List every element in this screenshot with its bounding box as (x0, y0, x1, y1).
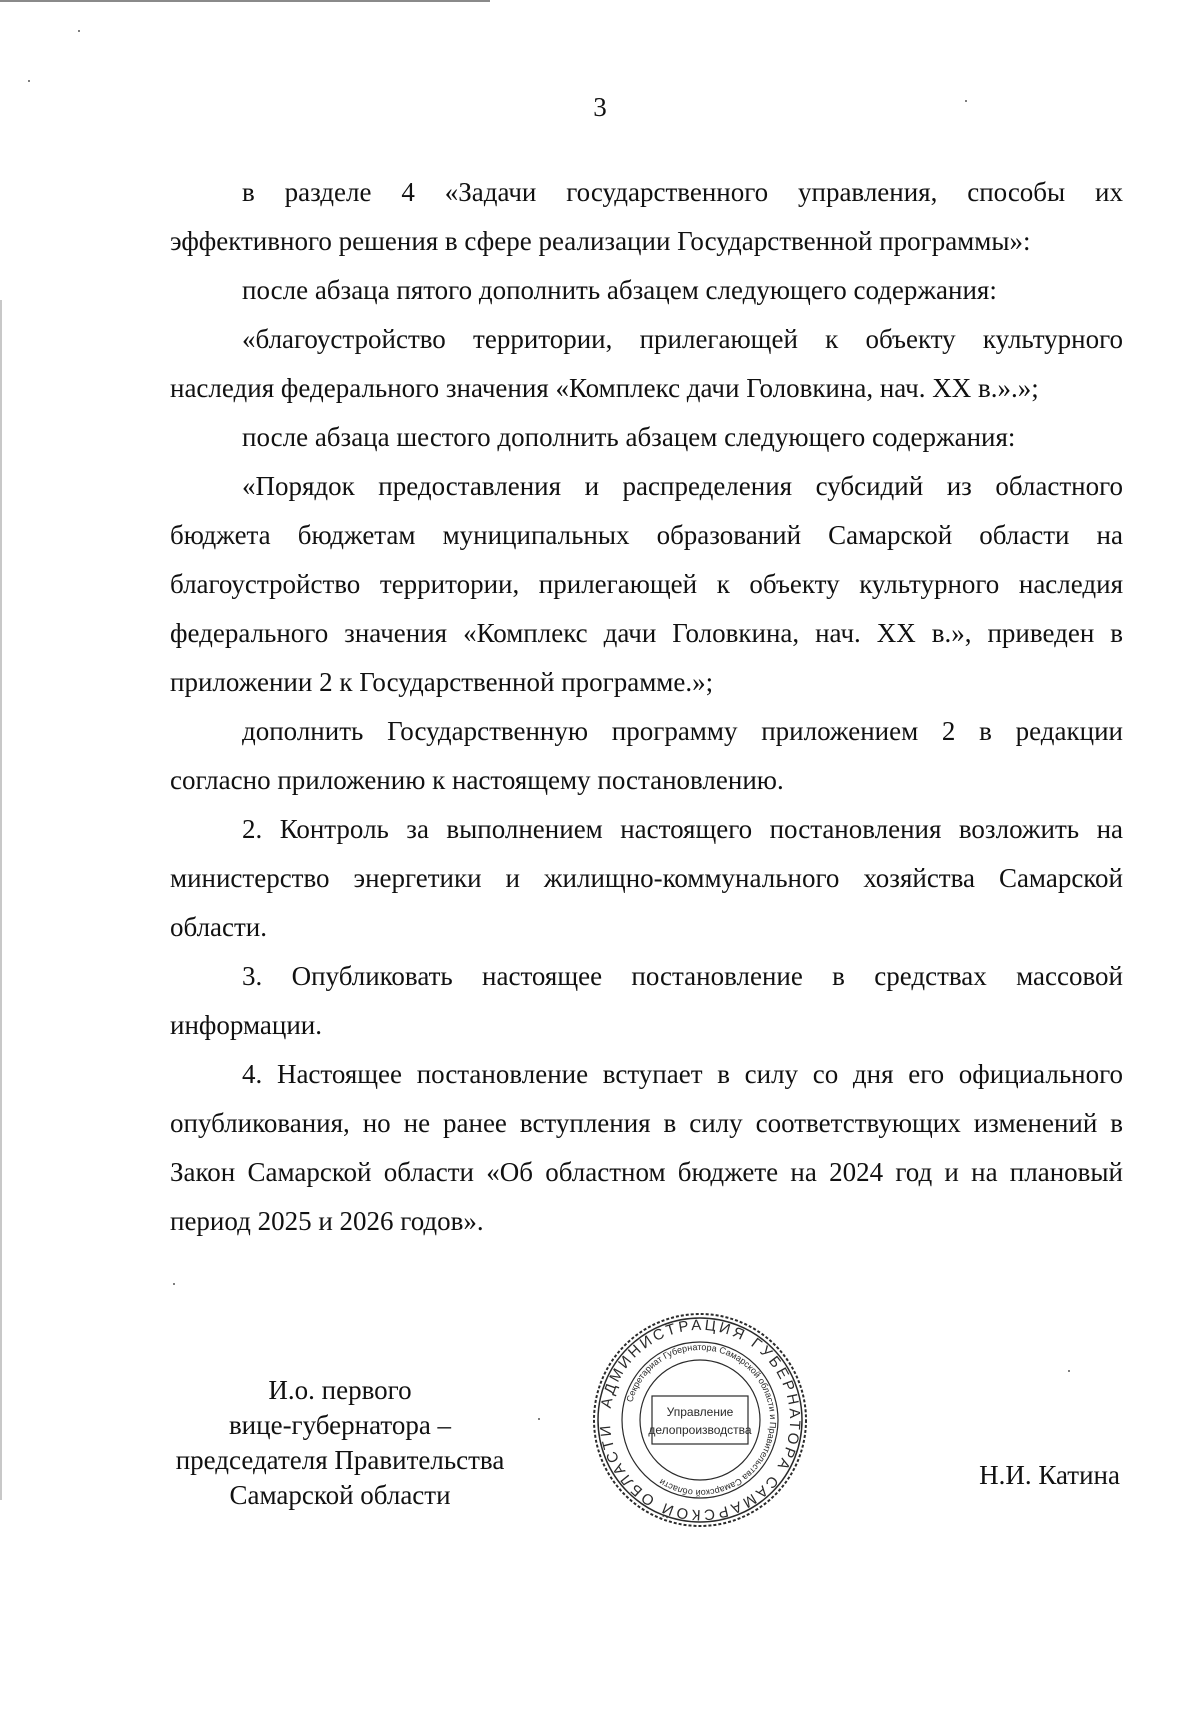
official-stamp (590, 1310, 810, 1530)
signatory-position-line: Самарской области (229, 1480, 451, 1510)
signatory-position-line: председателя Правительства (175, 1445, 505, 1475)
signatory-name: Н.И. Катина (979, 1460, 1120, 1490)
paragraph: 3. Опубликовать настоящее постановление в средствах массовой информации. (170, 961, 1123, 1040)
paragraph: дополнить Государственную программу приложением 2 в редакции согласно приложению к настоящему постановлению. (170, 716, 1123, 795)
scan-speck (538, 1418, 540, 1420)
scan-edge-left (0, 300, 2, 1500)
scan-speck (78, 30, 80, 32)
signatory-position (160, 1373, 520, 1513)
stamp-center-line: Управление (666, 1405, 734, 1419)
paragraph: после абзаца шестого дополнить абзацем следующего содержания: (242, 422, 1016, 452)
stamp-center-line: делопроизводства (648, 1423, 752, 1437)
paragraph: после абзаца пятого дополнить абзацем следующего содержания: (242, 275, 997, 305)
paragraph: «благоустройство территории, прилегающей к объекту культурного наследия федерального значения «Комплекс дачи Головкина, нач. XX в.».»; (170, 324, 1123, 403)
stamp-inner-text: Секретариат Губернатора Самарской области и Правительства Самарской области (624, 1341, 779, 1499)
paragraph: 2. Контроль за выполнением настоящего постановления возложить на министерство энергетики и жилищно-коммунального хозяйства Самарской области. (170, 814, 1123, 942)
paragraph: «Порядок предоставления и распределения субсидий из областного бюджета бюджетам муниципальных образований Самарской области на благоустройство территории, прилегающей к объекту культурного наследия федерального значения «Комплекс дачи Головкина, нач. XX в.», приведен в приложении 2 к Государственной программе.»; (170, 471, 1123, 697)
signatory-position-line: И.о. первого (268, 1375, 412, 1405)
signatory-position-line: вице-губернатора – (228, 1410, 452, 1440)
document-body (170, 168, 1123, 1246)
scan-speck (1068, 1370, 1070, 1372)
stamp-outer-text: АДМИНИСТРАЦИЯ ГУБЕРНАТОРА САМАРСКОЙ ОБЛАСТИ (596, 1316, 804, 1524)
scan-edge-top (0, 0, 490, 2)
page-number: 3 (593, 92, 607, 122)
scan-speck (173, 1283, 175, 1285)
scan-speck (28, 80, 30, 82)
paragraph: 4. Настоящее постановление вступает в силу со дня его официального опубликования, но не ранее вступления в силу соответствующих изменений в Закон Самарской области «Об областном бюджете на 2024 год и на плановый период 2025 и 2026 годов». (170, 1059, 1123, 1236)
paragraph: в разделе 4 «Задачи государственного управления, способы их эффективного решения в сфере реализации Государственной программы»: (170, 177, 1123, 256)
